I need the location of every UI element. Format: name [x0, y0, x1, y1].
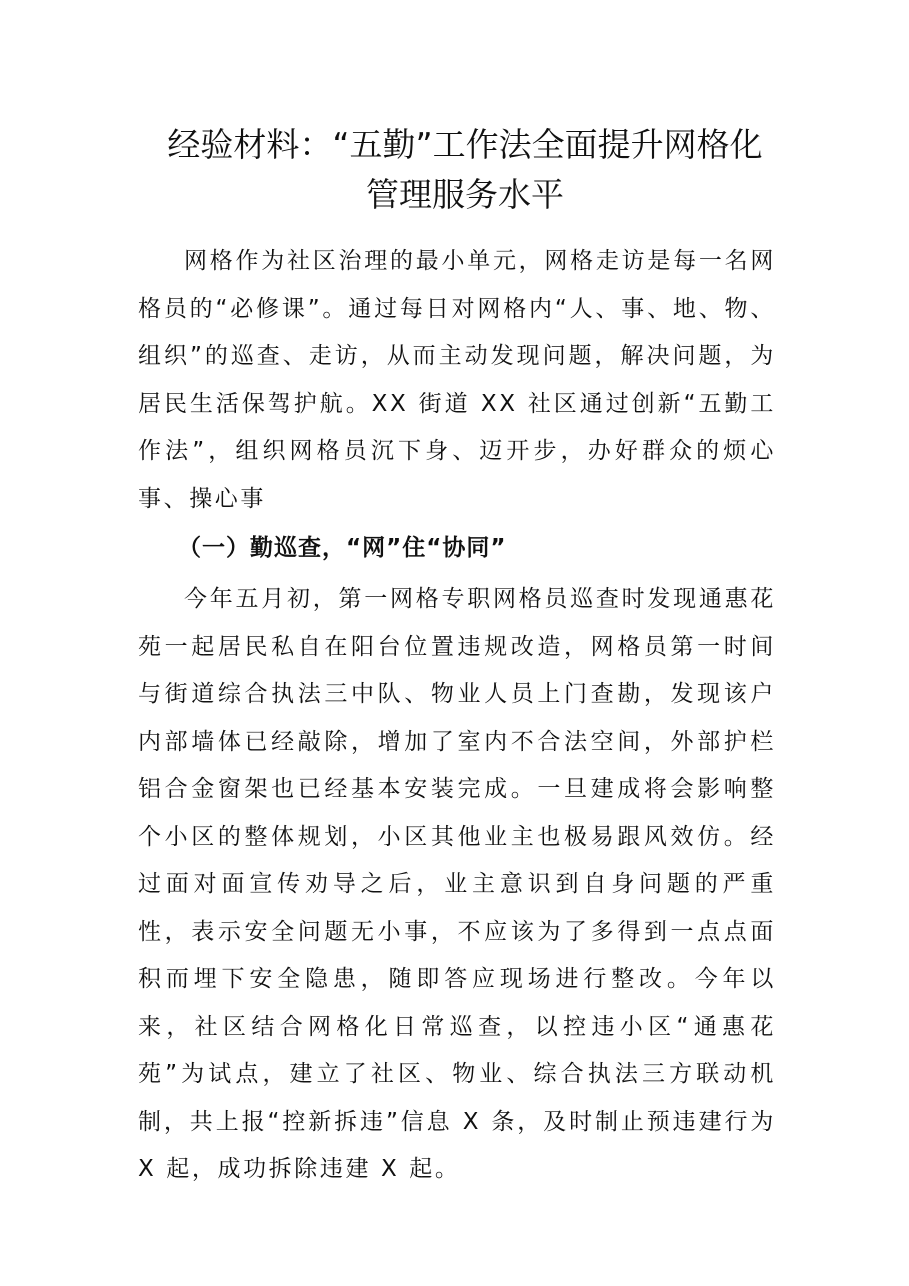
section-paragraph: 今年五月初，第一网格专职网格员巡查时发现通惠花苑一起居民私自在阳台位置违规改造，网格员第一时间与街道综合执法三中队、物业人员上门查勘，发现该户内部墙体已经敲除，增加了室内不合法空间，外部护栏铝合金窗架也已经基本安装完成。一旦建成将会影响整个小区的整体规划，小区其他业主也极易跟风效仿。经过面对面宣传劝导之后，业主意识到自身问题的严重性，表示安全问题无小事，不应该为了多得到一点点面积而埋下安全隐患，随即答应现场进行整改。今年以来，社区结合网格化日常巡查，以控违小区“通惠花苑”为试点，建立了社区、物业、综合执法三方联动机制，共上报“控新拆违”信息 X 条，及时制止预违建行为 X 起，成功拆除违建 X 起。: [138, 586, 776, 1182]
document-title: [120, 120, 810, 220]
title-line-2: 管理服务水平: [366, 175, 564, 214]
section-heading: （一）勤巡查，“网”住“协同”: [178, 535, 507, 561]
title-line-1: 经验材料：“五勤”工作法全面提升网格化: [167, 125, 763, 164]
intro-paragraph: 网格作为社区治理的最小单元，网格走访是每一名网格员的“必修课”。通过每日对网格内“人、事、地、物、组织”的巡查、走访，从而主动发现问题，解决问题，为居民生活保驾护航。XX 街道 XX 社区通过创新“五勤工作法”，组织网格员沉下身、迈开步，办好群众的烦心事、操心事: [138, 248, 776, 512]
